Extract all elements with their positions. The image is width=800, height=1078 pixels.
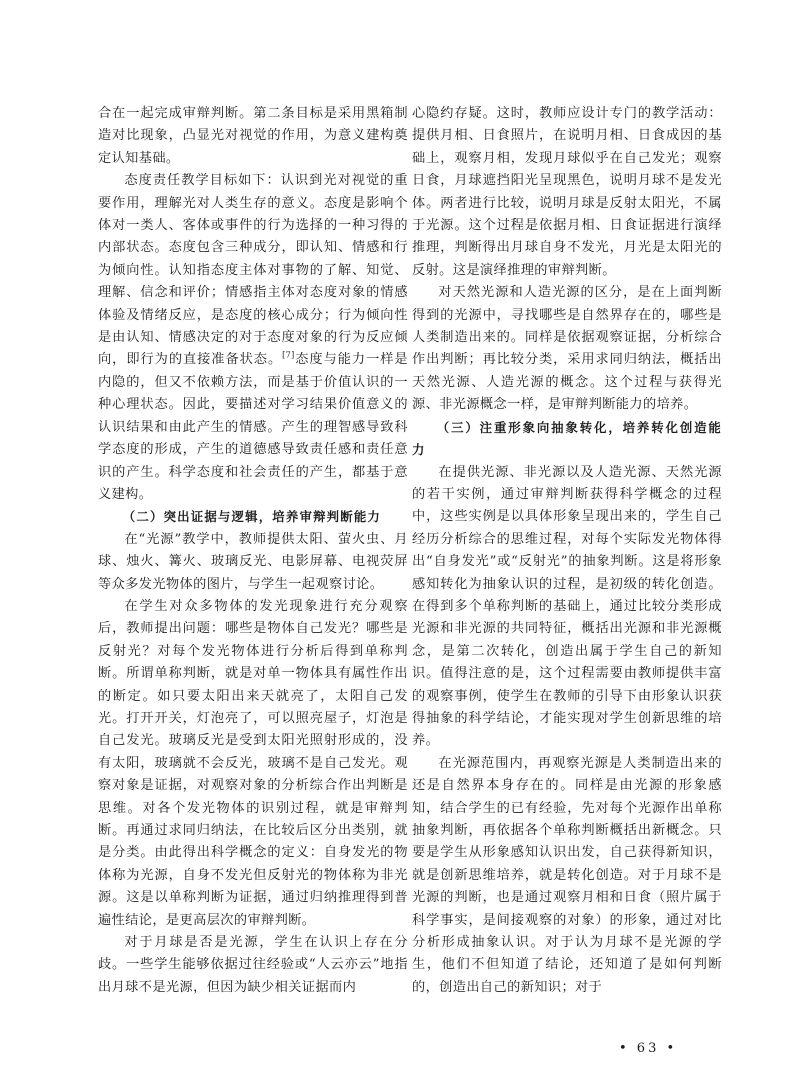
- paragraph: 在“光源”教学中，教师提供太阳、萤火虫、月球、烛火、篝火、玻璃反光、电影屏幕、电视荧屏等众多发光物体的图片，与学生一起观察讨论。: [98, 531, 408, 592]
- paragraph-text: 态度与能力一样是内隐的，但又不依赖方法，而是基于价值认识的一种心理状态。因此，要描述对学习结果价值意义的认识结果和由此产生的情感。产生的理智感导致科学态度的形成，产生的道德感导致责任感和责任意识的产生。科学态度和社会责任的产生，都基于意义建构。: [98, 352, 408, 502]
- left-column: [98, 103, 408, 999]
- citation-marker: [7]: [282, 351, 295, 361]
- paragraph: 在光源范围内，再观察光源是人类制造出来的还是自然界本身存在的。同样是由光源的形象感知，结合学生的已有经验，先对每个光源作出单称抽象判断，再依据各个单称判断概括出新概念。只要是学生从形象感知认识出发，自己获得新知识，就是创新思维培养，就是转化创造。对于月球不是光源的判断，也是通过观察月相和日食（照片属于科学事实，是间接观察的对象）的形象，通过对比分析形成抽象认识。对于认为月球不是光源的学生，他们不但知道了结论，还知道了是如何判断的，创造出自己的新知识；对于: [412, 755, 722, 995]
- paragraph: 对天然光源和人造光源的区分，是在上面判断得到的光源中，寻找哪些是自然界存在的，哪些是人类制造出来的。同样是依据观察证据，分析综合作出判断；再比较分类，采用求同归纳法，概括出天然光源、人造光源的概念。这个过程与获得光源、非光源概念一样，是审辩判断能力的培养。: [412, 285, 722, 413]
- section-heading: （二）突出证据与逻辑，培养审辩判断能力: [122, 509, 382, 525]
- paragraph: 在学生对众多物体的发光现象进行充分观察后，教师提出问题：哪些是物体自己发光？哪些是反射光？对每个发光物体进行分析后得到单称判断。所谓单称判断，就是对单一物体具有属性作出的断定。如只要太阳出来天就亮了，太阳自己发光。打开开关，灯泡亮了，可以照亮屋子，灯泡是自己发光。玻璃反光是受到太阳光照射形成的，没有太阳，玻璃就不会反光，玻璃不是自己发光。观察对象是证据，对观察对象的分析综合作出判断是思维。对各个发光物体的识别过程，就是审辩判断。再通过求同归纳法，在比较后区分出类别，就是分类。由此得出科学概念的定义：自身发光的物体称为光源，自身不发光但反射光的物体称为非光源。这是以单称判断为证据，通过归纳推理得到普遍性结论，是更高层次的审辩判断。: [98, 598, 408, 928]
- page-number: • 63 •: [619, 1041, 678, 1056]
- paragraph: 在提供光源、非光源以及人造光源、天然光源的若干实例，通过审辩判断获得科学概念的过程中，这些实例是以具体形象呈现出来的，学生自己经历分析综合的思维过程，对每个实际发光物体得出“自身发光”或“反射光”的抽象判断。这是将形象感知转化为抽象认识的过程，是初级的转化创造。在得到多个单称判断的基础上，通过比较分类形成光源和非光源的共同特征，概括出光源和非光源概念，是第二次转化，创造出属于学生自己的新知识。值得注意的是，这个过程需要由教师提供丰富的观察事例，使学生在教师的引导下由形象认识获得抽象的科学结论，才能实现对学生创新思维的培养。: [412, 464, 722, 749]
- paragraph: 对于月球是否是光源，学生在认识上存在分歧。一些学生能够依据过往经验或“人云亦云”地指出月球不是光源，但因为缺少相关证据而内: [98, 935, 408, 995]
- paragraph: 合在一起完成审辩判断。第二条目标是采用黑箱制造对比现象，凸显光对视觉的作用，为意义建构奠定认知基础。: [98, 106, 408, 166]
- paragraph: [98, 170, 408, 506]
- paragraph: 心隐约存疑。这时，教师应设计专门的教学活动：提供月相、日食照片，在说明月相、日食成因的基础上，观察月相，发现月球似乎在自己发光；观察日食，月球遮挡阳光呈现黑色，说明月球不是发光体。两者进行比较，说明月球是反射太阳光，不属于光源。这个过程是依据月相、日食证据进行演绎推理，判断得出月球自身不发光，月光是太阳光的反射。这是演绎推理的审辩判断。: [412, 106, 722, 278]
- paragraph-text: 态度责任教学目标如下：认识到光对视觉的重要作用，理解光对人类生存的意义。态度是影响个体对一类人、客体或事件的行为选择的一种习得的内部状态。态度包含三种成分，即认知、情感和行为倾向性。认知指态度主体对事物的了解、知觉、理解、信念和评价；情感指主体对态度对象的情感体验及情绪反应，是态度的核心成分；行为倾向性是由认知、情感决定的对于态度对象的行为反应倾向，即行为的直接准备状态。: [98, 173, 408, 368]
- section-heading: （三）注重形象向抽象转化，培养转化创造能力: [412, 419, 722, 458]
- right-column: [412, 103, 722, 999]
